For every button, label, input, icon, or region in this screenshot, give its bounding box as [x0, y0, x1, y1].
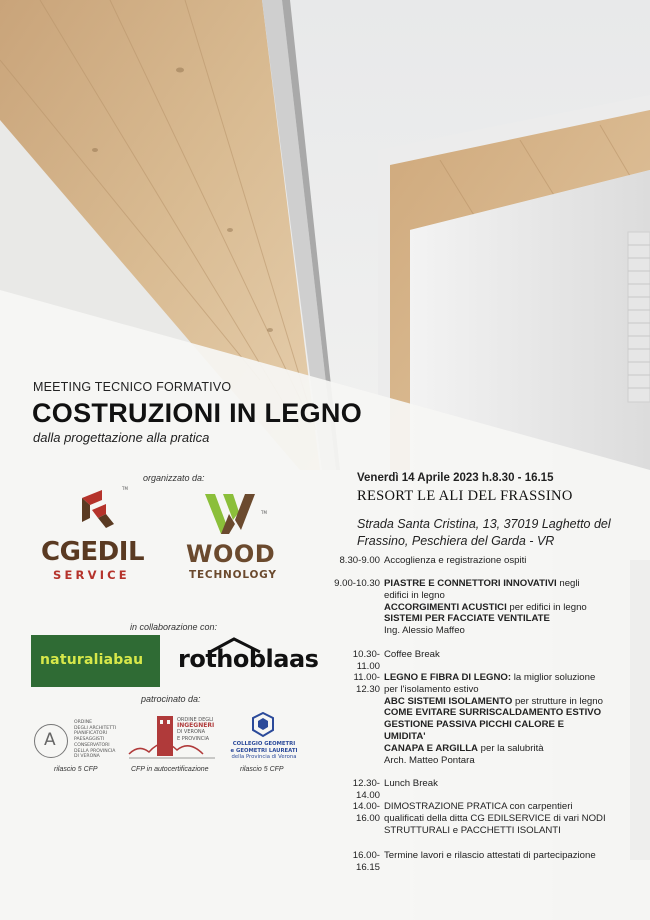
program-line: SISTEMI PER FACCIATE VENTILATE: [384, 613, 550, 625]
program-time: 8.30-9.00: [339, 555, 380, 566]
cgedil-logo: TM CGEDIL SERVICE: [40, 486, 165, 586]
program-description: [384, 578, 646, 637]
program-description: [384, 850, 646, 862]
page-title: COSTRUZIONI IN LEGNO: [32, 398, 362, 428]
program-line: per l'isolamento estivo: [384, 683, 479, 695]
program-line: Termine lavori e rilascio attestati di partecipazione: [384, 850, 596, 861]
program-line: STRUTTURALI e PACCHETTI ISOLANTI: [384, 824, 561, 836]
program-line: Accoglienza e registrazione ospiti: [384, 555, 527, 566]
program-line: CANAPA E ARGILLA per la salubrità: [384, 742, 544, 754]
naturaliabau-logo: naturaliabau: [31, 635, 160, 687]
program-description: [384, 778, 646, 790]
program-description: [384, 672, 646, 766]
program-line: ABC SISTEMI ISOLAMENTO per strutture in legno: [384, 695, 603, 707]
cgedil-name: CGEDIL: [41, 537, 145, 567]
program-time: 9.00-10.30: [334, 578, 380, 589]
program-time: 10.30-11.00: [352, 649, 380, 672]
program-description: [384, 649, 646, 661]
wood-sub: TECHNOLOGY: [189, 569, 277, 581]
program-line: UMIDITA': [384, 730, 426, 742]
organized-label: organizzato da:: [143, 473, 205, 483]
ordine-architetti-logo: A ORDINE DEGLI ARCHITETTI PIANIFICATORI PAESAGGISTI CONSERVATORI DELLA PROVINCIA DI VERONA: [34, 718, 124, 764]
event-venue: RESORT LE ALI DEL FRASSINO: [357, 488, 573, 504]
wood-mark-icon: [183, 490, 298, 540]
program-time: 11.00-12.30: [353, 672, 380, 695]
rothoblaas-logo: rothoblaas: [178, 636, 318, 676]
wood-technology-logo: TM WOOD TECHNOLOGY: [183, 490, 298, 585]
ingegneri-credit: CFP in autocertificazione: [131, 766, 209, 773]
program-description: [384, 555, 646, 567]
cgedil-sub: SERVICE: [53, 568, 130, 582]
meeting-kicker: MEETING TECNICO FORMATIVO: [33, 380, 232, 394]
program-line: DIMOSTRAZIONE PRATICA con carpentieri: [384, 801, 573, 812]
program-line: LEGNO E FIBRA DI LEGNO: la miglior soluzione: [384, 672, 596, 683]
patron-label: patrocinato da:: [141, 694, 201, 704]
architetti-circle-icon: A: [34, 724, 68, 758]
program-line: Arch. Matteo Pontara: [384, 754, 475, 766]
geometri-credit: rilascio 5 CFP: [240, 766, 284, 773]
program-line: qualificati della ditta CG EDILSERVICE di vari NODI: [384, 812, 606, 824]
ordine-ingegneri-logo: ORDINE DEGLI INGEGNERI DI VERONA E PROVINCIA: [127, 714, 219, 764]
program-description: [384, 801, 646, 836]
program-line: Coffee Break: [384, 649, 440, 660]
program-time: 16.00-16.15: [352, 850, 380, 873]
collegio-geometri-logo: COLLEGIO GEOMETRI e GEOMETRI LAUREATI della Provincia di Verona: [222, 712, 306, 764]
wood-name: WOOD: [186, 540, 276, 568]
program-line: PIASTRE E CONNETTORI INNOVATIVI negli: [384, 578, 580, 589]
program-time: 12.30-14.00: [352, 778, 380, 801]
program-line: GESTIONE PASSIVA PICCHI CALORE E: [384, 719, 564, 731]
geometri-cube-icon: [252, 712, 274, 738]
program-line: ACCORGIMENTI ACUSTICI per edifici in legno: [384, 601, 587, 613]
program-line: COME EVITARE SURRISCALDAMENTO ESTIVO: [384, 707, 602, 719]
page-subtitle: dalla progettazione alla pratica: [33, 430, 210, 445]
program-line: Lunch Break: [384, 778, 438, 789]
event-address: Strada Santa Cristina, 13, 37019 Laghetto del Frassino, Peschiera del Garda - VR: [357, 517, 611, 548]
program-time: 14.00-16.00: [352, 801, 380, 824]
architetti-credit: rilascio 5 CFP: [54, 766, 98, 773]
program-line: edifici in legno: [384, 589, 445, 601]
program-line: Ing. Alessio Maffeo: [384, 625, 465, 637]
event-date: Venerdì 14 Aprile 2023 h.8.30 - 16.15: [357, 472, 554, 484]
collab-label: in collaborazione con:: [130, 622, 218, 632]
